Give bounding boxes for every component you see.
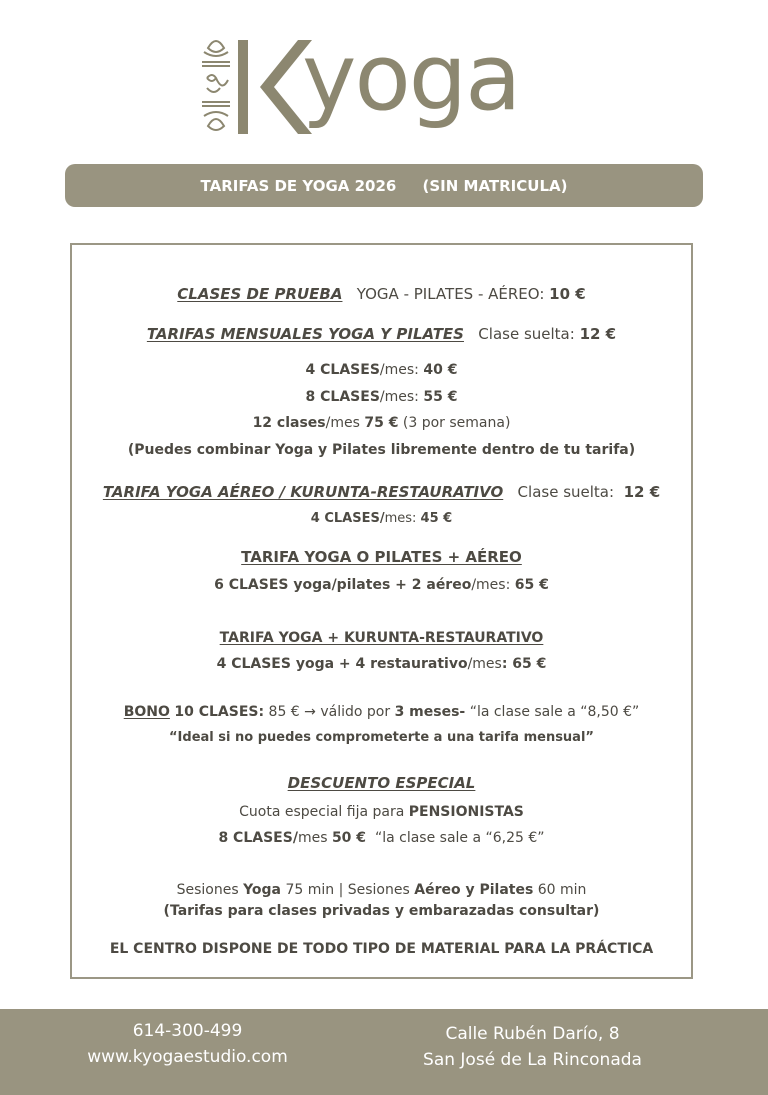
descuento-quote: “la clase sale a “6,25 €” bbox=[374, 830, 545, 846]
mensuales-item bbox=[72, 362, 691, 378]
mensuales-heading: TARIFAS MENSUALES YOGA Y PILATES bbox=[146, 325, 464, 343]
descuento-text: Cuota especial fija para bbox=[239, 804, 405, 820]
footer-web[interactable]: www.kyogaestudio.com bbox=[87, 1047, 288, 1067]
prueba-heading: CLASES DE PRUEBA bbox=[177, 285, 343, 303]
mensuales-single-label: Clase suelta: bbox=[478, 325, 575, 343]
item-price: 75 € bbox=[364, 415, 399, 431]
sesiones-line bbox=[72, 882, 691, 898]
bono-duration: 3 meses- bbox=[394, 704, 466, 720]
descuento-item bbox=[72, 830, 691, 846]
sesiones-p3: 60 min bbox=[537, 882, 587, 898]
aereo-item bbox=[72, 511, 691, 526]
aereo-single-price: 12 € bbox=[623, 483, 661, 501]
material-line bbox=[72, 941, 691, 957]
bono-price: 85 € → válido por bbox=[268, 704, 391, 720]
descuento-per: mes bbox=[297, 830, 328, 846]
bono-note-text: “Ideal si no puedes comprometerte a una tarifa mensual” bbox=[169, 730, 594, 745]
item-extra: (3 por semana) bbox=[402, 415, 511, 431]
prueba-line bbox=[72, 285, 691, 303]
item-per: /mes: bbox=[379, 362, 419, 378]
item-price: 40 € bbox=[423, 362, 458, 378]
banner-title: TARIFAS DE YOGA 2026 bbox=[200, 176, 397, 195]
combo2-classes: 4 CLASES yoga + 4 restaurativo bbox=[216, 656, 468, 672]
footer-street: Calle Rubén Darío, 8 bbox=[445, 1024, 620, 1044]
footer bbox=[0, 1009, 768, 1095]
sesiones-yoga: Yoga bbox=[243, 882, 282, 898]
combo1-heading-line bbox=[72, 548, 691, 566]
aereo-line bbox=[72, 483, 691, 501]
om-icon bbox=[202, 41, 230, 130]
mensuales-item bbox=[72, 389, 691, 405]
item-classes: 12 clases bbox=[252, 415, 326, 431]
descuento-heading-line bbox=[72, 774, 691, 792]
combo2-heading: TARIFA YOGA + KURUNTA-RESTAURATIVO bbox=[219, 630, 544, 646]
descuento-text-line bbox=[72, 804, 691, 820]
prueba-text: YOGA - PILATES - AÉREO: bbox=[356, 285, 545, 303]
logo-wordmark: yoga bbox=[302, 24, 520, 131]
bono-word: BONO bbox=[123, 704, 170, 720]
mensuales-line bbox=[72, 325, 691, 343]
item-classes: 4 CLASES bbox=[305, 362, 380, 378]
pricing-box bbox=[70, 243, 693, 979]
footer-phone: 614-300-499 bbox=[132, 1021, 243, 1041]
bono-quote: “la clase sale a “8,50 €” bbox=[469, 704, 640, 720]
combo1-heading: TARIFA YOGA O PILATES + AÉREO bbox=[241, 548, 522, 566]
sesiones-p2: 75 min | Sesiones bbox=[285, 882, 410, 898]
descuento-classes: 8 CLASES/ bbox=[218, 830, 298, 846]
sesiones-note-text: (Tarifas para clases privadas y embarazadas consultar) bbox=[163, 903, 600, 919]
descuento-heading: DESCUENTO ESPECIAL bbox=[287, 774, 476, 792]
descuento-price: 50 € bbox=[331, 830, 367, 846]
kyoga-logo bbox=[198, 24, 558, 150]
mensuales-note bbox=[72, 442, 691, 458]
aereo-price: 45 € bbox=[420, 511, 453, 526]
k-letter bbox=[238, 40, 312, 134]
combo2-item bbox=[72, 656, 691, 672]
footer-city: San José de La Rinconada bbox=[423, 1050, 642, 1070]
item-price: 55 € bbox=[423, 389, 458, 405]
sesiones-p1: Sesiones bbox=[176, 882, 239, 898]
aereo-single-label: Clase suelta: bbox=[517, 483, 615, 501]
bono-classes: 10 CLASES: bbox=[174, 704, 265, 720]
banner-note: (SIN MATRICULA) bbox=[422, 176, 568, 195]
combo2-heading-line bbox=[72, 630, 691, 646]
bono-note bbox=[72, 730, 691, 745]
sesiones-note bbox=[72, 903, 691, 919]
title-banner bbox=[65, 164, 703, 207]
aereo-per: mes: bbox=[384, 511, 417, 526]
combo2-price: : 65 € bbox=[501, 656, 547, 672]
material-text: EL CENTRO DISPONE DE TODO TIPO DE MATERIAL PARA LA PRÁCTICA bbox=[109, 941, 654, 957]
mensuales-single-price: 12 € bbox=[579, 325, 617, 343]
aereo-classes: 4 CLASES/ bbox=[310, 511, 385, 526]
item-classes: 8 CLASES bbox=[305, 389, 380, 405]
combo1-price: 65 € bbox=[514, 577, 549, 593]
aereo-heading: TARIFA YOGA AÉREO / KURUNTA-RESTAURATIVO bbox=[102, 483, 504, 501]
item-per: /mes: bbox=[379, 389, 419, 405]
combo1-classes: 6 CLASES yoga/pilates + 2 aéreo bbox=[214, 577, 472, 593]
combo1-per: /mes: bbox=[471, 577, 511, 593]
descuento-who: PENSIONISTAS bbox=[408, 804, 524, 820]
bono-line bbox=[72, 704, 691, 720]
sesiones-aereo: Aéreo y Pilates bbox=[414, 882, 534, 898]
item-per: /mes bbox=[325, 415, 360, 431]
combo1-item bbox=[72, 577, 691, 593]
prueba-price: 10 € bbox=[549, 285, 586, 303]
mensuales-note-text: (Puedes combinar Yoga y Pilates libremente dentro de tu tarifa) bbox=[127, 442, 636, 458]
combo2-per: /mes bbox=[467, 656, 502, 672]
mensuales-item bbox=[72, 415, 691, 431]
